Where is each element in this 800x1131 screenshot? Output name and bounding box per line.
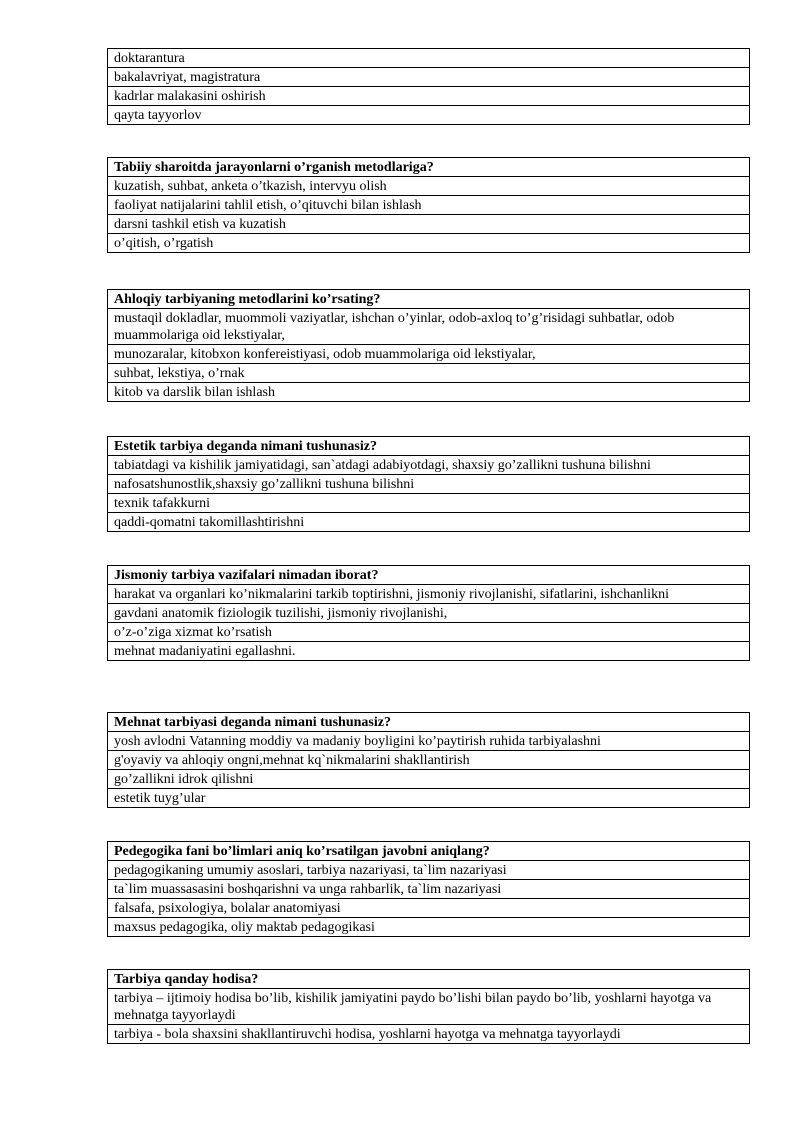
answer-cell: nafosatshunostlik,shaxsiy go’zallikni tushuna bilishni (108, 475, 750, 494)
question-table-5 (107, 712, 750, 808)
answer-cell: bakalavriyat, magistratura (108, 68, 750, 87)
answer-row (108, 106, 750, 125)
answer-row (108, 383, 750, 402)
answer-row (108, 309, 750, 345)
answer-row (108, 623, 750, 642)
answer-row (108, 494, 750, 513)
answer-row (108, 732, 750, 751)
answer-cell: faoliyat natijalarini tahlil etish, o’qituvchi bilan ishlash (108, 196, 750, 215)
question-row (108, 713, 750, 732)
answer-row (108, 456, 750, 475)
answer-row (108, 196, 750, 215)
question-table-7 (107, 969, 750, 1044)
answer-cell: qaddi-qomatni takomillashtirishni (108, 513, 750, 532)
answer-cell: yosh avlodni Vatanning moddiy va madaniy boyligini ko’paytirish ruhida tarbiyalashni (108, 732, 750, 751)
answer-cell: mehnat madaniyatini egallashni. (108, 642, 750, 661)
answer-cell: kadrlar malakasini oshirish (108, 87, 750, 106)
answer-row (108, 642, 750, 661)
answer-cell: o’qitish, o’rgatish (108, 234, 750, 253)
answer-row (108, 215, 750, 234)
answer-row (108, 364, 750, 383)
answer-cell: ta`lim muassasasini boshqarishni va unga rahbarlik, ta`lim nazariyasi (108, 880, 750, 899)
answer-row (108, 880, 750, 899)
question-table-4 (107, 565, 750, 661)
question-row (108, 158, 750, 177)
answer-row (108, 234, 750, 253)
answer-cell: tabiatdagi va kishilik jamiyatidagi, san`atdagi adabiyotdagi, shaxsiy go’zallikni tushuna bilishni (108, 456, 750, 475)
answer-cell: o’z-o’ziga xizmat ko’rsatish (108, 623, 750, 642)
question-text: Pedegogika fani bo’limlari aniq ko’rsatilgan javobni aniqlang? (108, 842, 750, 861)
question-text: Mehnat tarbiyasi deganda nimani tushunasiz? (108, 713, 750, 732)
answer-row (108, 585, 750, 604)
question-text: Estetik tarbiya deganda nimani tushunasiz? (108, 437, 750, 456)
answer-row (108, 789, 750, 808)
question-row (108, 842, 750, 861)
answer-row (108, 68, 750, 87)
answer-cell: darsni tashkil etish va kuzatish (108, 215, 750, 234)
answer-cell: mustaqil dokladlar, muommoli vaziyatlar, ishchan o’yinlar, odob-axloq to’g’risidagi suhbatlar, odob muammolariga oid lekstiyalar, (108, 309, 750, 345)
answer-row (108, 177, 750, 196)
answer-cell: doktarantura (108, 49, 750, 68)
question-table-6 (107, 841, 750, 937)
question-row (108, 566, 750, 585)
answer-row (108, 918, 750, 937)
question-text: Tarbiya qanday hodisa? (108, 970, 750, 989)
answer-cell: harakat va organlari ko’nikmalarini tarkib toptirishni, jismoniy rivojlanishi, sifatlarini, ishchanlikni (108, 585, 750, 604)
question-row (108, 437, 750, 456)
question-text: Ahloqiy tarbiyaning metodlarini ko’rsating? (108, 290, 750, 309)
answer-row (108, 751, 750, 770)
answer-cell: estetik tuyg’ular (108, 789, 750, 808)
answer-table-continuation (107, 48, 750, 125)
question-table-1 (107, 157, 750, 253)
answer-row (108, 899, 750, 918)
answer-row (108, 49, 750, 68)
question-row (108, 290, 750, 309)
answer-cell: texnik tafakkurni (108, 494, 750, 513)
answer-cell: tarbiya – ijtimoiy hodisa bo’lib, kishilik jamiyatini paydo bo’lishi bilan paydo bo’lib, yoshlarni hayotga va mehnatga tayyorlaydi (108, 989, 750, 1025)
answer-cell: munozaralar, kitobxon konfereistiyasi, odob muammolariga oid lekstiyalar, (108, 345, 750, 364)
answer-cell: pedagogikaning umumiy asoslari, tarbiya nazariyasi, ta`lim nazariyasi (108, 861, 750, 880)
answer-cell: maxsus pedagogika, oliy maktab pedagogikasi (108, 918, 750, 937)
answer-cell: suhbat, lekstiya, o’rnak (108, 364, 750, 383)
answer-cell: falsafa, psixologiya, bolalar anatomiyasi (108, 899, 750, 918)
answer-row (108, 989, 750, 1025)
answer-row (108, 475, 750, 494)
question-row (108, 970, 750, 989)
answer-cell: qayta tayyorlov (108, 106, 750, 125)
answer-cell: g'oyaviy va ahloqiy ongni,mehnat kq`nikmalarini shakllantirish (108, 751, 750, 770)
answer-cell: kitob va darslik bilan ishlash (108, 383, 750, 402)
answer-cell: kuzatish, suhbat, anketa o’tkazish, intervyu olish (108, 177, 750, 196)
answer-cell: tarbiya - bola shaxsini shakllantiruvchi hodisa, yoshlarni hayotga va mehnatga tayyorlaydi (108, 1025, 750, 1044)
answer-cell: gavdani anatomik fiziologik tuzilishi, jismoniy rivojlanishi, (108, 604, 750, 623)
answer-cell: go’zallikni idrok qilishni (108, 770, 750, 789)
answer-row (108, 513, 750, 532)
answer-row (108, 345, 750, 364)
question-text: Jismoniy tarbiya vazifalari nimadan iborat? (108, 566, 750, 585)
answer-row (108, 87, 750, 106)
question-text: Tabiiy sharoitda jarayonlarni o’rganish metodlariga? (108, 158, 750, 177)
answer-row (108, 770, 750, 789)
question-table-2 (107, 289, 750, 402)
answer-row (108, 861, 750, 880)
answer-row (108, 1025, 750, 1044)
answer-row (108, 604, 750, 623)
question-table-3 (107, 436, 750, 532)
